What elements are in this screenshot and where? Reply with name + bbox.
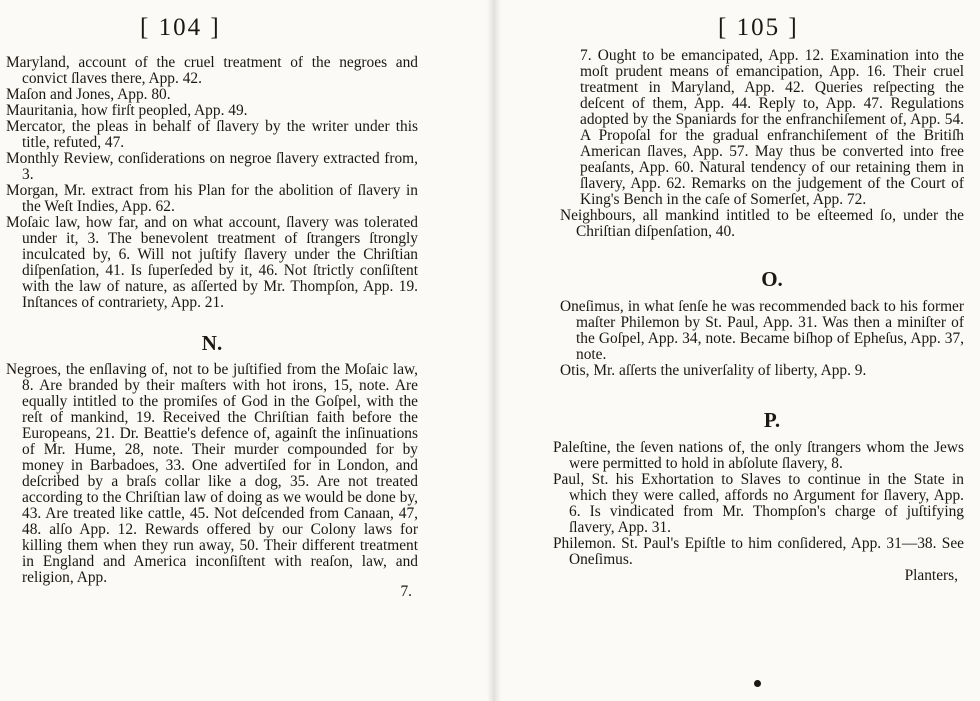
section-heading-p: P. bbox=[763, 408, 781, 432]
book-gutter bbox=[487, 0, 501, 701]
right-page bbox=[500, 0, 980, 701]
catchword-right: Planters, bbox=[904, 567, 958, 584]
index-entry-mosaic-law: Moſaic law, how far, and on what account, ſlavery was tolerated under it, 3. The benevolent treatment of ſtrangers ſtrongly inculcated by, 6. Will not juſtify ſlavery under the Chriſtian diſpenſation, 41. Is ſuperſeded by it, 46. Not ſtrictly conſiſtent with the law of nature, as aſſerted by Mr. Thompſon, App. 19. Inſtances of contrariety, App. 21. bbox=[6, 214, 418, 311]
index-entry-onesimus: Oneſimus, in what ſenſe he was recommended back to his former maſter Philemon by St. Paul, App. 31. Was then a miniſter of the Goſpel, App. 34, note. Became biſhop of Epheſus, App. 37, note. bbox=[560, 298, 964, 363]
left-page-body bbox=[6, 55, 418, 600]
index-entry-mason: Maſon and Jones, App. 80. bbox=[6, 86, 171, 103]
index-entry-morgan: Morgan, Mr. extract from his Plan for the abolition of ſlavery in the Weſt Indies, App. 62. bbox=[6, 182, 418, 215]
index-entry-monthly-review: Monthly Review, conſiderations on negroe ſlavery extracted from, 3. bbox=[6, 150, 418, 183]
index-entry-negroes: Negroes, the enſlaving of, not to be juſtified from the Moſaic law, 8. Are branded by their maſters with hot irons, 15, note. Are equally intitled to the promiſes of God in the Goſpel, with the reſt of mankind, 19. Received the Chriſtian faith before the Europeans, 21. Dr. Beattie's defence of, againſt the inſinuations of Mr. Hume, 28, note. Their murder compounded for by money in Barbadoes, 33. One advertiſed for in London, and deſcribed by a braſs collar like a dog, 35. Are not treated according to the Chriſtian law of doing as we would be done by, 43. Are treated like cattle, 45. Not deſcended from Canaan, 47, 48. alſo App. 12. Rewards offered by our Colony laws for killing them when they run away, 50. Their different treatment in England and America inconſiſtent with reaſon, law, and religion, App. bbox=[6, 361, 418, 586]
index-entry-neighbours: Neighbours, all mankind intitled to be eſteemed ſo, under the Chriſtian diſpenſation, 40. bbox=[560, 207, 964, 240]
index-entry-palestine: Paleſtine, the ſeven nations of, the only ſtrangers whom the Jews were permitted to hold in abſolute ſlavery, 8. bbox=[553, 439, 964, 472]
index-entry-philemon: Philemon. St. Paul's Epiſtle to him conſidered, App. 31—38. See Oneſimus. bbox=[553, 535, 964, 568]
index-entry-otis: Otis, Mr. aſſerts the univerſality of liberty, App. 9. bbox=[560, 362, 867, 379]
index-entry-negroes-continued: 7. Ought to be emancipated, App. 12. Examination into the moſt prudent means of emancipation, App. 16. Their cruel treatment in Maryland, App. 42. Queries reſpecting the deſcent of them, App. 44. Reply to, App. 47. Regulations adopted by the Spaniards for the enfranchiſement of, App. 54. A Propoſal for the gradual enfranchiſement of the Britiſh American ſlaves, App. 57. May thus be converted into free peaſants, App. 60. Natural tendency of our retaining them in ſlavery, App. 62. Remarks on the judgement of the Court of King's Bench in the caſe of Somerſet, App. 72. bbox=[580, 47, 964, 208]
index-entry-mercator: Mercator, the pleas in behalf of ſlavery by the writer under this title, refuted, 47. bbox=[6, 118, 418, 151]
left-page bbox=[0, 0, 488, 701]
section-heading-n: N. bbox=[201, 331, 223, 355]
index-entry-maryland: Maryland, account of the cruel treatment of the negroes and convict ſlaves there, App. 42. bbox=[6, 54, 418, 87]
page-number-104: [ 104 ] bbox=[140, 14, 221, 41]
catchword-left: 7. bbox=[400, 583, 412, 600]
right-page-body bbox=[553, 47, 964, 584]
ink-spot bbox=[754, 680, 761, 687]
index-entry-mauritania: Mauritania, how firſt peopled, App. 49. bbox=[6, 102, 248, 119]
page-number-105: [ 105 ] bbox=[718, 14, 799, 41]
section-heading-o: O. bbox=[761, 267, 783, 291]
index-entry-paul: Paul, St. his Exhortation to Slaves to continue in the State in which they were called, affords no Argument for ſlavery, App. 6. Is vindicated from Mr. Thompſon's charge of juſtifying ſlavery, App. 31. bbox=[553, 471, 964, 536]
